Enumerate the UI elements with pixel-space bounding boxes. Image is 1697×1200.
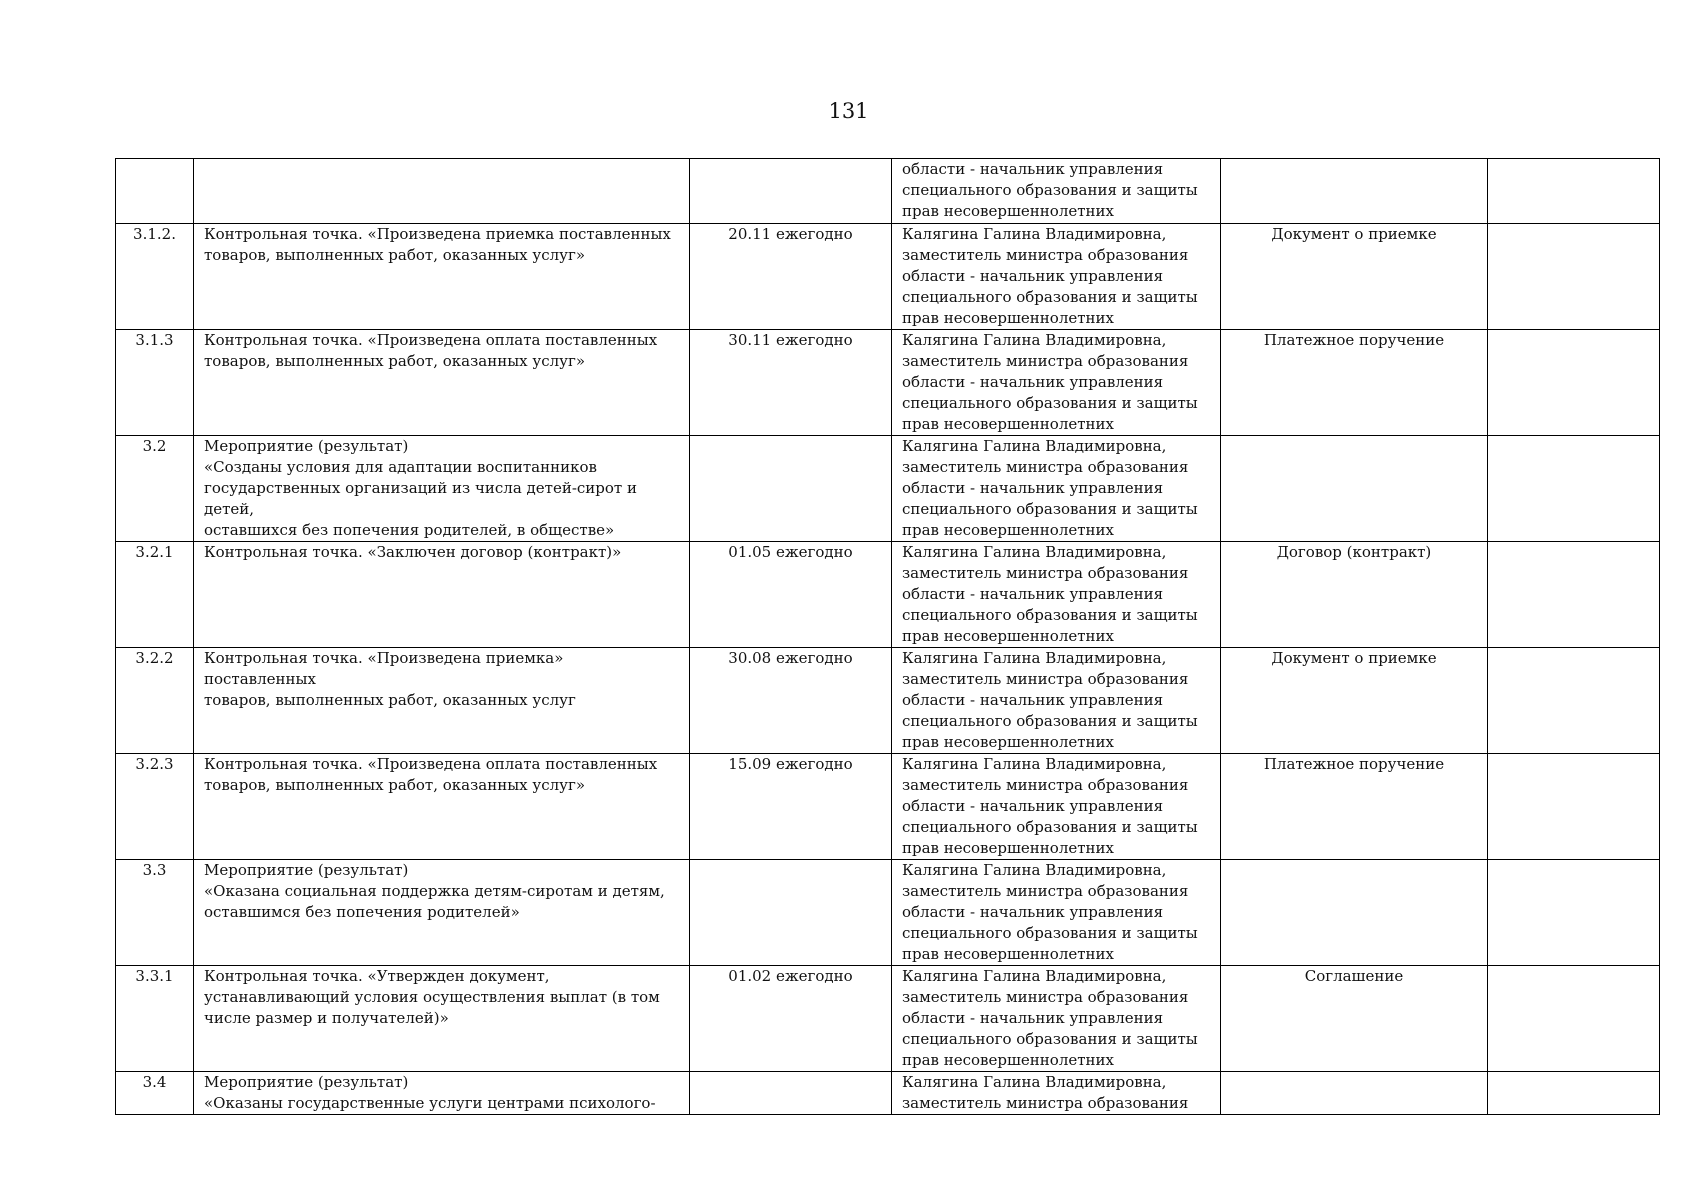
cell-extra — [1488, 159, 1660, 224]
cell-document: Платежное поручение — [1221, 330, 1488, 436]
cell-date: 15.09 ежегодно — [690, 754, 892, 860]
cell-responsible: области - начальник управления специального образования и защиты прав несовершеннолетних — [892, 159, 1221, 224]
cell-document — [1221, 1072, 1488, 1115]
cell-number: 3.2.3 — [116, 754, 194, 860]
cell-document: Платежное поручение — [1221, 754, 1488, 860]
cell-extra — [1488, 860, 1660, 966]
cell-extra — [1488, 754, 1660, 860]
cell-name: Контрольная точка. «Произведена приемка поставленных товаров, выполненных работ, оказанных услуг» — [194, 224, 690, 330]
table-row — [116, 648, 1660, 754]
cell-extra — [1488, 966, 1660, 1072]
cell-document: Соглашение — [1221, 966, 1488, 1072]
cell-name: Контрольная точка. «Произведена оплата поставленных товаров, выполненных работ, оказанных услуг» — [194, 330, 690, 436]
cell-responsible: Калягина Галина Владимировна, заместитель министра образования области - начальник управления специального образования и защиты прав несовершеннолетних — [892, 860, 1221, 966]
cell-number: 3.2 — [116, 436, 194, 542]
table-row — [116, 860, 1660, 966]
cell-date — [690, 436, 892, 542]
cell-date — [690, 1072, 892, 1115]
table-row — [116, 542, 1660, 648]
cell-name: Контрольная точка. «Утвержден документ, устанавливающий условия осуществления выплат (в том числе размер и получателей)» — [194, 966, 690, 1072]
cell-extra — [1488, 542, 1660, 648]
cell-extra — [1488, 330, 1660, 436]
cell-name: Мероприятие (результат) «Созданы условия для адаптации воспитанников государственных организаций из числа детей-сирот и детей, оставшихся без попечения родителей, в обществе» — [194, 436, 690, 542]
cell-document: Документ о приемке — [1221, 224, 1488, 330]
table-row — [116, 330, 1660, 436]
table-row — [116, 1072, 1660, 1115]
cell-responsible: Калягина Галина Владимировна, заместитель министра образования области - начальник управления специального образования и защиты прав несовершеннолетних — [892, 542, 1221, 648]
cell-document — [1221, 436, 1488, 542]
cell-responsible: Калягина Галина Владимировна, заместитель министра образования области - начальник управления специального образования и защиты прав несовершеннолетних — [892, 648, 1221, 754]
cell-responsible: Калягина Галина Владимировна, заместитель министра образования области - начальник управления специального образования и защиты прав несовершеннолетних — [892, 966, 1221, 1072]
page-number: 131 — [828, 99, 869, 123]
cell-date — [690, 159, 892, 224]
cell-name: Мероприятие (результат) «Оказаны государственные услуги центрами психолого- — [194, 1072, 690, 1115]
table-row — [116, 966, 1660, 1072]
cell-number: 3.4 — [116, 1072, 194, 1115]
cell-document: Договор (контракт) — [1221, 542, 1488, 648]
cell-name: Контрольная точка. «Произведена приемка» поставленных товаров, выполненных работ, оказанных услуг — [194, 648, 690, 754]
cell-name: Контрольная точка. «Заключен договор (контракт)» — [194, 542, 690, 648]
table-row — [116, 754, 1660, 860]
cell-responsible: Калягина Галина Владимировна, заместитель министра образования области - начальник управления специального образования и защиты прав несовершеннолетних — [892, 754, 1221, 860]
cell-extra — [1488, 648, 1660, 754]
cell-responsible: Калягина Галина Владимировна, заместитель министра образования области - начальник управления специального образования и защиты прав несовершеннолетних — [892, 330, 1221, 436]
cell-document — [1221, 159, 1488, 224]
plan-table — [115, 158, 1660, 1115]
cell-number: 3.3 — [116, 860, 194, 966]
cell-date: 30.11 ежегодно — [690, 330, 892, 436]
cell-name: Мероприятие (результат) «Оказана социальная поддержка детям-сиротам и детям, оставшимся без попечения родителей» — [194, 860, 690, 966]
cell-date — [690, 860, 892, 966]
cell-responsible: Калягина Галина Владимировна, заместитель министра образования области - начальник управления специального образования и защиты прав несовершеннолетних — [892, 224, 1221, 330]
cell-name — [194, 159, 690, 224]
cell-number: 3.2.2 — [116, 648, 194, 754]
cell-date: 30.08 ежегодно — [690, 648, 892, 754]
cell-number: 3.1.2. — [116, 224, 194, 330]
cell-responsible: Калягина Галина Владимировна, заместитель министра образования области - начальник управления специального образования и защиты прав несовершеннолетних — [892, 436, 1221, 542]
cell-date: 01.05 ежегодно — [690, 542, 892, 648]
cell-name: Контрольная точка. «Произведена оплата поставленных товаров, выполненных работ, оказанных услуг» — [194, 754, 690, 860]
cell-date: 01.02 ежегодно — [690, 966, 892, 1072]
cell-extra — [1488, 224, 1660, 330]
cell-number: 3.3.1 — [116, 966, 194, 1072]
table-row — [116, 436, 1660, 542]
table-row — [116, 159, 1660, 224]
cell-extra — [1488, 1072, 1660, 1115]
cell-number — [116, 159, 194, 224]
cell-responsible: Калягина Галина Владимировна, заместитель министра образования — [892, 1072, 1221, 1115]
cell-document: Документ о приемке — [1221, 648, 1488, 754]
cell-number: 3.1.3 — [116, 330, 194, 436]
cell-date: 20.11 ежегодно — [690, 224, 892, 330]
cell-number: 3.2.1 — [116, 542, 194, 648]
cell-extra — [1488, 436, 1660, 542]
cell-document — [1221, 860, 1488, 966]
table-row — [116, 224, 1660, 330]
